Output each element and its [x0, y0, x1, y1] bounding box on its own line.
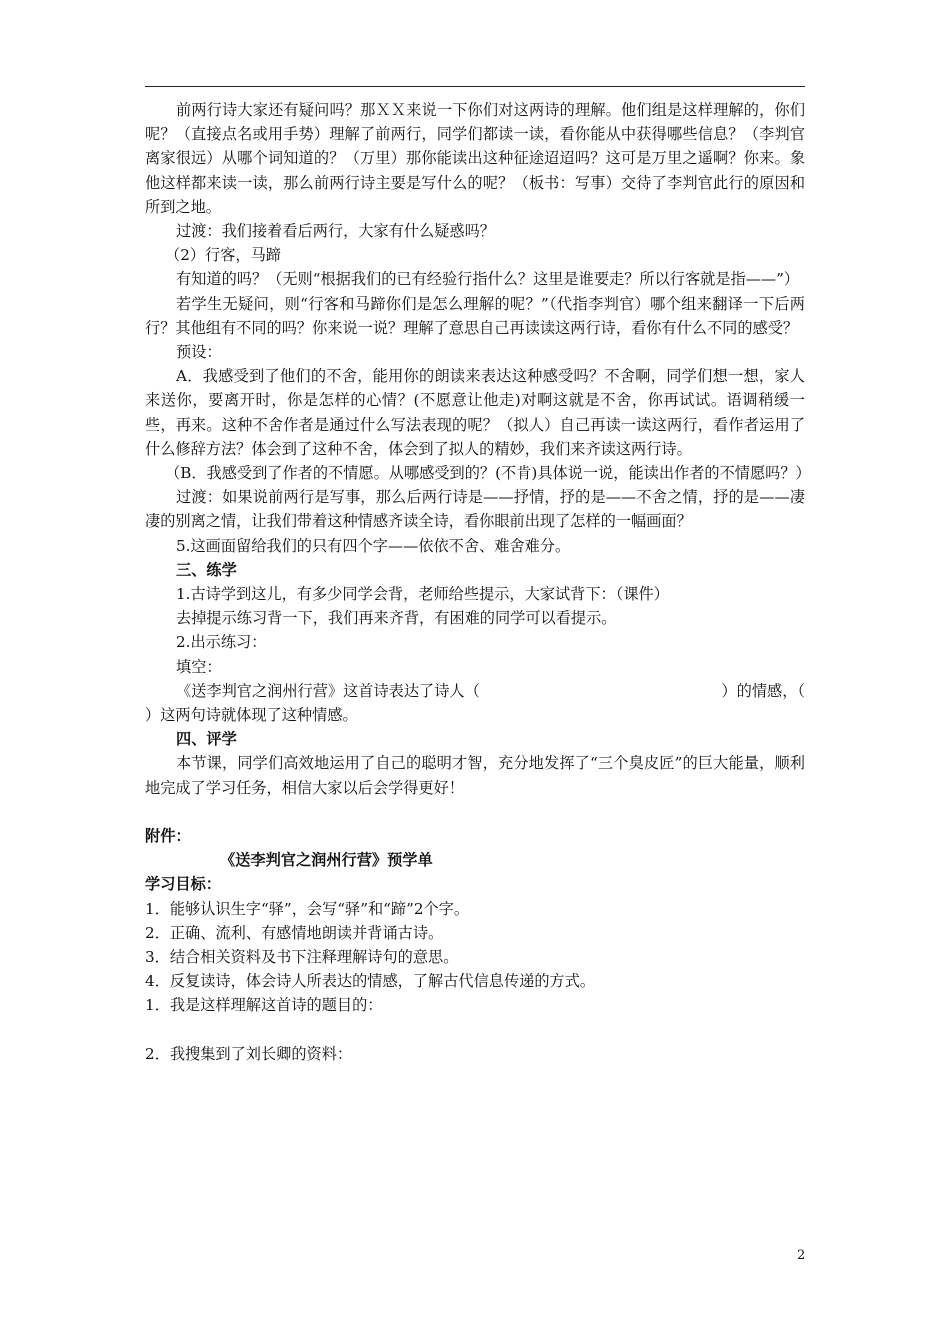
fill-blank-part: ）的情感，（ [721, 681, 805, 700]
paragraph: 5.这画面留给我们的只有四个字——依依不舍、难舍难分。 [176, 536, 571, 555]
goal-item: 4．反复读诗，体会诗人所表达的情感，了解古代信息传递的方式。 [145, 972, 596, 991]
paragraph: 有知道的吗？（无则“根据我们的已有经验行指什么？这里是谁要走？所以行客就是指——”） [176, 270, 800, 289]
list-item: 2.出示练习： [176, 633, 267, 652]
header-rule [145, 86, 805, 87]
list-item: 去掉提示练习背一下，我们再来齐背，有困难的同学可以看提示。 [176, 609, 617, 628]
list-item: 1.古诗学到这儿，有多少同学会背，老师给些提示，大家试背下：（课件） [176, 585, 669, 604]
paragraph: 过渡：我们接着看后两行，大家有什么疑惑吗？ [176, 222, 495, 241]
paragraph: 前两行诗大家还有疑问吗？那ＸＸ来说一下你们对这两诗的理解。他们组是这样理解的，你们呢？（直接点名或用手势）理解了前两行，同学们都读一读，看你能从中获得哪些信息？（李判官离家很远）从哪个词知道的？（万里）那你能读出这种征途迢迢吗？这可是万里之遥啊？你来。象他这样都来读一读，那么前两行诗主要是写什么的呢？（板书：写事）交待了李判官此行的原因和所到之地。 [145, 101, 805, 216]
list-item: 填空： [176, 657, 222, 676]
goals-label: 学习目标： [145, 875, 221, 894]
fill-blank-continuation: ）这两句诗就体现了这种情感。 [145, 706, 358, 725]
fill-blank-line [145, 679, 805, 703]
document-body [145, 98, 811, 1066]
appendix-label: 附件： [145, 826, 191, 845]
appendix-title: 《送李判官之润州行营》预学单 [220, 851, 433, 870]
goal-item: 1．能够认识生字“驿”，会写“驿”和“蹄”2个字。 [145, 899, 470, 918]
goal-item: 2．正确、流利、有感情地朗读并背诵古诗。 [145, 923, 444, 942]
paragraph: A．我感受到了他们的不舍，能用你的朗读来表达这种感受吗？不舍啊，同学们想一想，家人来送你，要离开时，你是怎样的心情？(不愿意让他走)对啊这就是不舍，你再试试。语调稍缓一些，再来。这种不舍作者是通过什么写法表现的呢？（拟人）自己再读一读这两行，看作者运用了什么修辞方法？体会到了这种不舍，体会到了拟人的精妙，我们来齐读这两行诗。 [145, 367, 805, 458]
goal-item: 1．我是这样理解这首诗的题目的： [145, 996, 383, 1015]
paragraph: 预设： [176, 343, 222, 362]
paragraph: 本节课，同学们高效地运用了自己的聪明才智，充分地发挥了“三个臭皮匠”的巨大能量，顺利地完成了学习任务，相信大家以后会学得更好！ [145, 754, 805, 797]
paragraph: 若学生无疑问，则“行客和马蹄你们是怎么理解的呢？”（代指李判官）哪个组来翻译一下后两行？其他组有不同的吗？你来说一说？理解了意思自己再读读这两行诗，看你有什么不同的感受？ [145, 294, 805, 337]
paragraph: 过渡：如果说前两行是写事，那么后两行诗是——抒情，抒的是——不舍之情，抒的是——凄凄的别离之情，让我们带着这种情感齐读全诗，看你眼前出现了怎样的一幅画面？ [145, 488, 805, 531]
fill-blank-part: 《送李判官之润州行营》这首诗表达了诗人（ [176, 681, 480, 700]
page-number: 2 [797, 1248, 806, 1263]
section-heading: 四、评学 [176, 730, 237, 749]
paragraph: （B．我感受到了作者的不情愿。从哪感受到的？(不肯)具体说一说，能读出作者的不情愿吗？） [165, 464, 811, 483]
section-heading: 三、练学 [176, 560, 237, 579]
goal-item: 2．我搜集到了刘长卿的资料： [145, 1044, 353, 1063]
goal-item: 3．结合相关资料及书下注释理解诗句的意思。 [145, 947, 459, 966]
paragraph: （2）行客，马蹄 [165, 246, 281, 265]
